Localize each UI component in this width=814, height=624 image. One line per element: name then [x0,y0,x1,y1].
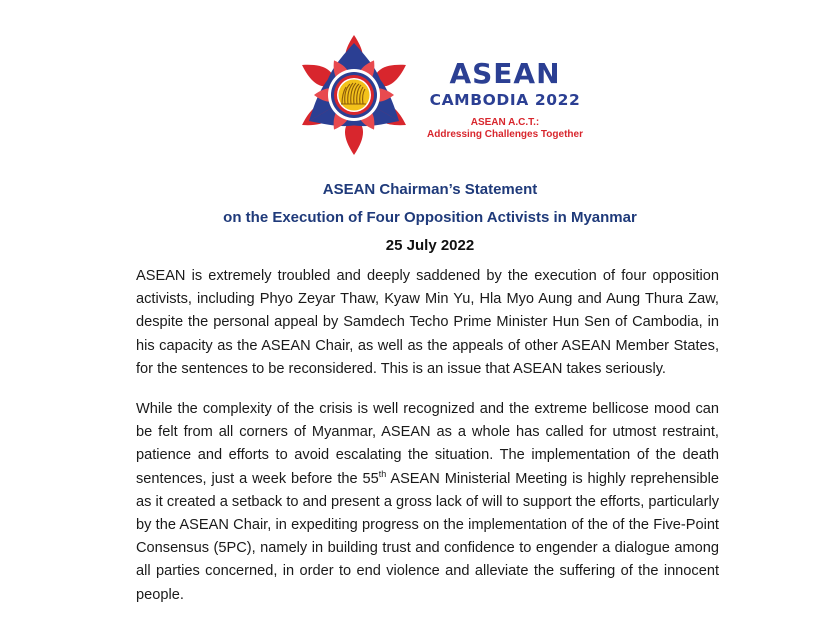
paragraph-2 [136,398,719,607]
paragraph-2-part-1: While the complexity of the crisis is well recognized and the extreme bellicose mood can be felt from all corners of Myanmar, ASEAN as a whole has called for utmost restraint, patience and efforts to avoid escalating the situation. The implementation of the death sentences, just a week before the 55 [136,401,719,487]
paragraph-2-part-2: ASEAN Ministerial Meeting is highly reprehensible as it created a setback to and present a gross lack of will to support the efforts, particularly by the ASEAN Chair, in expediting progress on the implementation of the of the Five-Point Consensus (5PC), namely in building trust and confidence to engender a dialogue among all parties concerned, in order to end violence and alleviate the suffering of the innocent people. [136,470,719,603]
statement-date: 25 July 2022 [385,237,475,254]
statement-body [136,265,719,624]
statement-title-line-2: on the Execution of Four Opposition Activists in Myanmar [223,209,637,226]
document-header [0,0,814,170]
brand-name: ASEAN [449,57,561,90]
brand-act-label: ASEAN A.C.T.: [470,117,540,128]
paragraph-1: ASEAN is extremely troubled and deeply saddened by the execution of four opposition activists, including Phyo Zeyar Thaw, Kyaw Min Yu, Hla Myo Aung and Aung Thura Zaw, despite the personal appeal by Samdech Techo Prime Minister Hun Sen of Cambodia, in his capacity as the ASEAN Chair, as well as the appeals of other ASEAN Member States, for the sentences to be reconsidered. This is an issue that ASEAN takes seriously. [136,268,719,377]
ordinal-suffix: th [378,468,387,479]
asean-cambodia-2022-emblem-icon [289,30,419,160]
brand-subtitle: CAMBODIA 2022 [429,91,581,109]
asean-cambodia-logo-text [425,57,585,141]
statement-title-line-1: ASEAN Chairman’s Statement [322,181,538,198]
brand-tagline: Addressing Challenges Together [427,129,583,140]
statement-title-block [0,180,814,256]
